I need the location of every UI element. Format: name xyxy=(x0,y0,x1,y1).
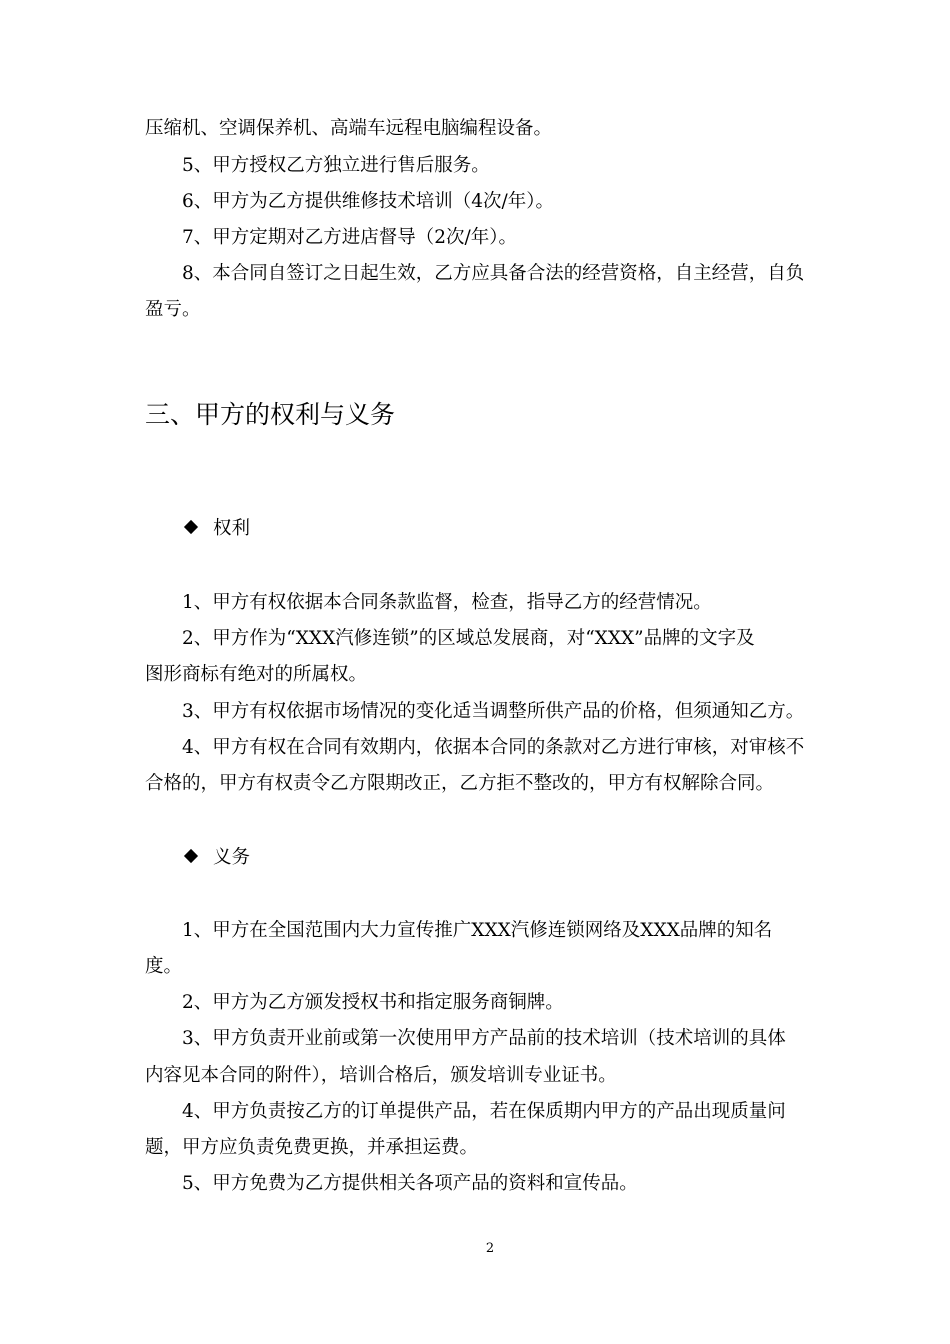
rights-item: 2、甲方作为“XXX汽修连锁”的区域总发展商，对“XXX”品牌的文字及 xyxy=(182,628,755,649)
obligations-subheading xyxy=(183,845,250,871)
diamond-bullet-icon xyxy=(184,520,198,534)
section-heading: 三、甲方的权利与义务 xyxy=(145,400,396,429)
rights-item: 1、甲方有权依据本合同条款监督，检查，指导乙方的经营情况。 xyxy=(182,592,712,613)
rights-item-continuation: 合格的，甲方有权责令乙方限期改正，乙方拒不整改的，甲方有权解除合同。 xyxy=(145,773,775,794)
obligations-item: 1、甲方在全国范围内大力宣传推广XXX汽修连锁网络及XXX品牌的知名 xyxy=(182,920,773,941)
rights-item-continuation: 图形商标有绝对的所属权。 xyxy=(145,664,368,685)
list-item: 8、本合同自签订之日起生效，乙方应具备合法的经营资格，自主经营，自负 xyxy=(182,263,805,284)
list-item-continuation: 盈亏。 xyxy=(145,299,201,320)
rights-label: 权利 xyxy=(213,518,251,539)
list-item: 5、甲方授权乙方独立进行售后服务。 xyxy=(182,155,490,176)
list-item: 7、甲方定期对乙方进店督导（2次/年）。 xyxy=(182,227,518,248)
page-number: 2 xyxy=(485,1241,495,1256)
obligations-item: 4、甲方负责按乙方的订单提供产品，若在保质期内甲方的产品出现质量问 xyxy=(182,1101,786,1122)
obligations-item-continuation: 度。 xyxy=(145,956,183,977)
obligations-item: 5、甲方免费为乙方提供相关各项产品的资料和宣传品。 xyxy=(182,1173,638,1194)
diamond-bullet-icon xyxy=(184,849,198,863)
rights-subheading xyxy=(183,516,250,542)
paragraph-continuation: 压缩机、空调保养机、高端车远程电脑编程设备。 xyxy=(145,118,553,139)
obligations-item: 2、甲方为乙方颁发授权书和指定服务商铜牌。 xyxy=(182,992,564,1013)
rights-item: 3、甲方有权依据市场情况的变化适当调整所供产品的价格，但须通知乙方。 xyxy=(182,701,805,722)
rights-item: 4、甲方有权在合同有效期内，依据本合同的条款对乙方进行审核，对审核不 xyxy=(182,737,805,758)
obligations-label: 义务 xyxy=(213,847,251,868)
obligations-item-continuation: 内容见本合同的附件），培训合格后，颁发培训专业证书。 xyxy=(145,1065,617,1086)
list-item: 6、甲方为乙方提供维修技术培训（4次/年）。 xyxy=(182,191,555,212)
obligations-item: 3、甲方负责开业前或第一次使用甲方产品前的技术培训（技术培训的具体 xyxy=(182,1028,786,1049)
obligations-item-continuation: 题，甲方应负责免费更换，并承担运费。 xyxy=(145,1137,479,1158)
